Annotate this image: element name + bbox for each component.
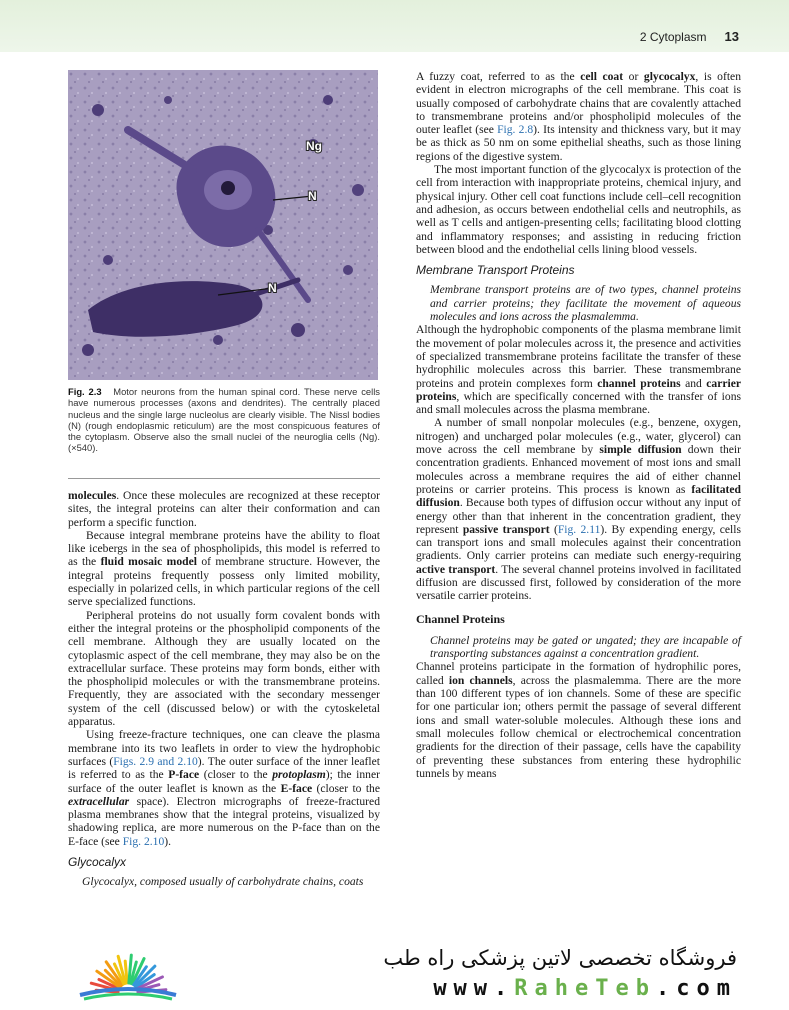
caption-label: Fig. 2.3	[68, 386, 102, 397]
left-paragraph-4: Using freeze-fracture techniques, one can cleave the plasma membrane into its two leaflets in order to view the hydrophobic surfaces (Figs. 2.9 and 2.10). The outer surface of the inner leaflet is referred to as the P-face (closer to the protoplasm); the inner surface of the outer leaflet is known as the E-face (closer to the extracellular space). Electron micrographs of freeze-fractured plasma membranes show that the integral proteins, visualized by shadowing replica, are more numerous on the P-face than on the E-face (see Fig. 2.10).	[68, 728, 380, 848]
right-paragraph-4: A number of small nonpolar molecules (e.g., benzene, oxygen, nitrogen) and uncharged polar molecules (e.g., water, glycerol) can move across the cell membrane by simple diffusion down their concentration gradients. Enhanced movement of most ions and small molecules across a membrane requires the aid of either channel proteins or carrier proteins. This process is known as facilitated diffusion. Because both types of diffusion occur without any input of energy other than that inherent in the concentration gradient, they represent passive transport (Fig. 2.11). By expending energy, cells can transport ions and small molecules against their concentration gradients. Only carrier proteins can mediate such energy-requiring active transport. The several channel proteins involved in facilitated diffusion are discussed first, followed by consideration of the more versatile carrier proteins.	[416, 416, 742, 603]
right-paragraph-2: The most important function of the glycocalyx is protection of the cell from interaction with inappropriate proteins, chemical injury, and physical injury. Other cell coat functions include cell–cell recognition and adhesion, as occurs between endothelial cells and neutrophils, as well as T cells and antigen-presenting cells; facilitating blood clotting and inflammatory responses; and assisting in reducing friction between blood and the endothelial cells lining blood vessels.	[416, 163, 741, 256]
heading-glycocalyx: Glycocalyx	[68, 855, 127, 870]
right-paragraph-3: Although the hydrophobic components of the plasma membrane limit the movement of polar molecules across it, the presence and activities of specialized transmembrane proteins facilitate the transfer of these hydrophilic molecules across this barrier. These transmembrane proteins and protein complexes form channel proteins and carrier proteins, which are specifically concerned with the transfer of ions and small molecules across the plasma membrane.	[416, 323, 741, 417]
page-bottom-fade	[60, 908, 390, 932]
fig-2-8-link[interactable]: Fig. 2.8	[497, 123, 534, 137]
page-number: 13	[724, 29, 739, 44]
fig-2-10-link[interactable]: Fig. 2.10	[122, 834, 165, 848]
fig-2-11-link[interactable]: Fig. 2.11	[557, 522, 601, 536]
transport-summary: Membrane transport proteins are of two types, channel proteins and carrier proteins; they facilitate the movement of aqueous molecules and ions across the plasmalemma.	[430, 283, 741, 324]
micrograph-image	[68, 70, 378, 380]
running-head	[640, 29, 739, 44]
caption-text: Motor neurons from the human spinal cord. These nerve cells have numerous processes (axons and dendrites). The centrally placed nucleus and the single large nucleolus are clearly visible. The Nissl bodies (N) (rough endoplasmic reticulum) are the most conspicuous features of the cytoplasm. Observe also the small nuclei of the neuroglia cells (Ng). (×540).	[68, 386, 380, 454]
label-n-upper: N	[308, 189, 317, 203]
glycocalyx-summary: Glycocalyx, composed usually of carbohydrate chains, coats	[82, 875, 364, 889]
left-paragraph-2: Because integral membrane proteins have the ability to float like icebergs in the sea of phospholipids, this model is referred to as the fluid mosaic model of membrane structure. However, the integral proteins frequently possess only limited mobility, especially in polarized cells, in which particular regions of the cell serve specialized functions.	[68, 528, 380, 609]
store-url[interactable]: www.RaheTeb.com	[433, 976, 737, 1001]
logo-ray	[125, 961, 127, 983]
label-n-lower: N	[268, 281, 277, 295]
heading-channel-proteins: Channel Proteins	[416, 611, 505, 626]
left-paragraph-1: molecules. Once these molecules are recognized at these receptor sites, the integral proteins can alter their conformation and can perform a specific function.	[68, 489, 380, 529]
figs-2-9-2-10-link[interactable]: Figs. 2.9 and 2.10	[113, 754, 198, 768]
store-name: فروشگاه تخصصی لاتین پزشکی راه طب	[383, 946, 737, 970]
header-band	[0, 0, 789, 52]
right-paragraph-1: A fuzzy coat, referred to as the cell coat or glycocalyx, is often evident in electron micrographs of the cell membrane. This coat is usually composed of carbohydrate chains that are covalently attached to transmembrane proteins and/or phospholipid molecules of the outer leaflet (see Fig. 2.8). Its intensity and thickness vary, but it may be as thick as 50 nm on some epithelial sheaths, such as those lining regions of the digestive system.	[416, 70, 741, 163]
right-paragraph-5: Channel proteins participate in the formation of hydrophilic pores, called ion channels, across the plasmalemma. There are the more than 100 different types of ion channels. Some of these are specific for one particular ion; others permit the passage of several different ions and small water-soluble molecules. Although these ions and small molecules follow chemical or electrochemical concentration gradients for the direction of their passage, cells have the capability of preventing these substances from entering these hydrophilic tunnels by means	[416, 660, 742, 780]
right-column	[416, 70, 741, 780]
left-column	[68, 489, 380, 889]
micrograph-figure	[68, 70, 378, 380]
chapter-title: 2 Cytoplasm	[639, 30, 707, 44]
heading-membrane-transport: Membrane Transport Proteins	[416, 263, 575, 278]
book-logo-icon	[70, 945, 186, 1001]
left-paragraph-3: Peripheral proteins do not usually form covalent bonds with either the integral proteins or the phospholipid components of the cell membrane. Although they are usually located on the cytoplasmic aspect of the cell membrane, they may also be on the extracellular surface. These proteins may form bonds, either with the phospholipid molecules or with the transmembrane proteins. Frequently, they are associated with the secondary messenger system of the cell (discussed below) or with the cytoskeletal apparatus.	[68, 608, 380, 729]
channel-summary: Channel proteins may be gated or ungated; they are incapable of transporting substances against a concentration gradient.	[430, 633, 741, 661]
figure-caption	[68, 386, 380, 454]
caption-divider	[68, 478, 380, 479]
label-ng: Ng	[306, 139, 322, 153]
